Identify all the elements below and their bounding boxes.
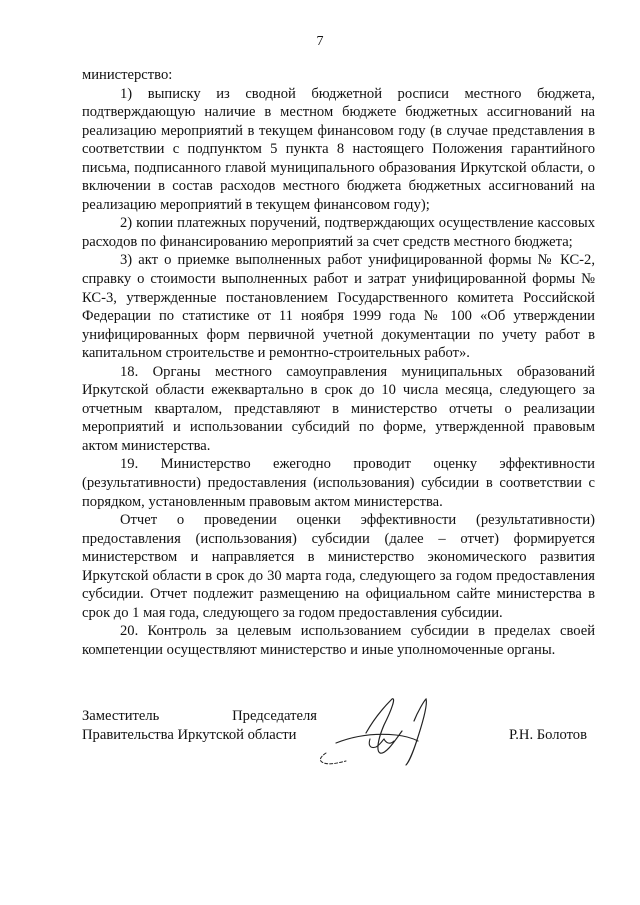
paragraph-item-1: 1) выписку из сводной бюджетной росписи местного бюджета, подтверждающую наличие в местном бюджете бюджетных ассигнований на реализацию мероприятий в текущем финансовом году (в случае представления в соответствии с подпунктом 5 пункта 8 настоящего Положения гарантийного письма, подписанного главой муниципального образования Иркутской области, о включении в состав расходов местного бюджета бюджетных ассигнований на реализацию мероприятий в текущем финансовом году); bbox=[82, 85, 595, 213]
paragraph-item-2: 2) копии платежных поручений, подтверждающих осуществление кассовых расходов по финансированию мероприятий за счет средств местного бюджета; bbox=[82, 215, 595, 250]
signatory-title bbox=[82, 707, 322, 745]
paragraph-report: Отчет о проведении оценки эффективности (результативности) предоставления (использования) субсидии (далее – отчет) формируется министерством и направляется в министерство экономического развития Иркутской области в срок до 30 марта года, следующего за годом предоставления субсидии. Отчет подлежит размещению на официальном сайте министерства в срок до 1 мая года, следующего за годом предоставления субсидии. bbox=[82, 512, 595, 621]
document-body bbox=[82, 66, 595, 660]
handwritten-signature-icon bbox=[306, 695, 446, 775]
signatory-title-word2: Председателя bbox=[232, 708, 317, 724]
signatory-title-word1: Заместитель bbox=[82, 708, 160, 724]
signature-block bbox=[82, 707, 595, 777]
paragraph-clause-18: 18. Органы местного самоуправления муниципальных образований Иркутской области ежеквартально в срок до 10 числа месяца, следующего за отчетным кварталом, представляют в министерство отчеты о реализации мероприятий и использовании субсидий по форме, утвержденной правовым актом министерства. bbox=[82, 363, 595, 454]
signatory-title-line2: Правительства Иркутской области bbox=[82, 727, 297, 743]
paragraph-item-3: 3) акт о приемке выполненных работ унифицированной формы № КС-2, справку о стоимости выполненных работ и затрат унифицированной формы № КС-3, утвержденные постановлением Государственного комитета Российской Федерации по статистике от 11 ноября 1999 года № 100 «Об утверждении унифицированных форм первичной учетной документации по учету работ в капитальном строительстве и ремонтно-строительных работ». bbox=[82, 252, 595, 362]
paragraph-clause-20: 20. Контроль за целевым использованием субсидии в пределах своей компетенции осуществляют министерство и иные уполномоченные органы. bbox=[82, 623, 595, 658]
paragraph-intro: министерство: bbox=[82, 67, 173, 83]
page-number: 7 bbox=[316, 34, 324, 49]
signatory-name: Р.Н. Болотов bbox=[508, 727, 587, 743]
paragraph-clause-19: 19. Министерство ежегодно проводит оценку эффективности (результативности) предоставления (использования) субсидии в соответствии с порядком, установленным правовым актом министерства. bbox=[82, 456, 595, 510]
